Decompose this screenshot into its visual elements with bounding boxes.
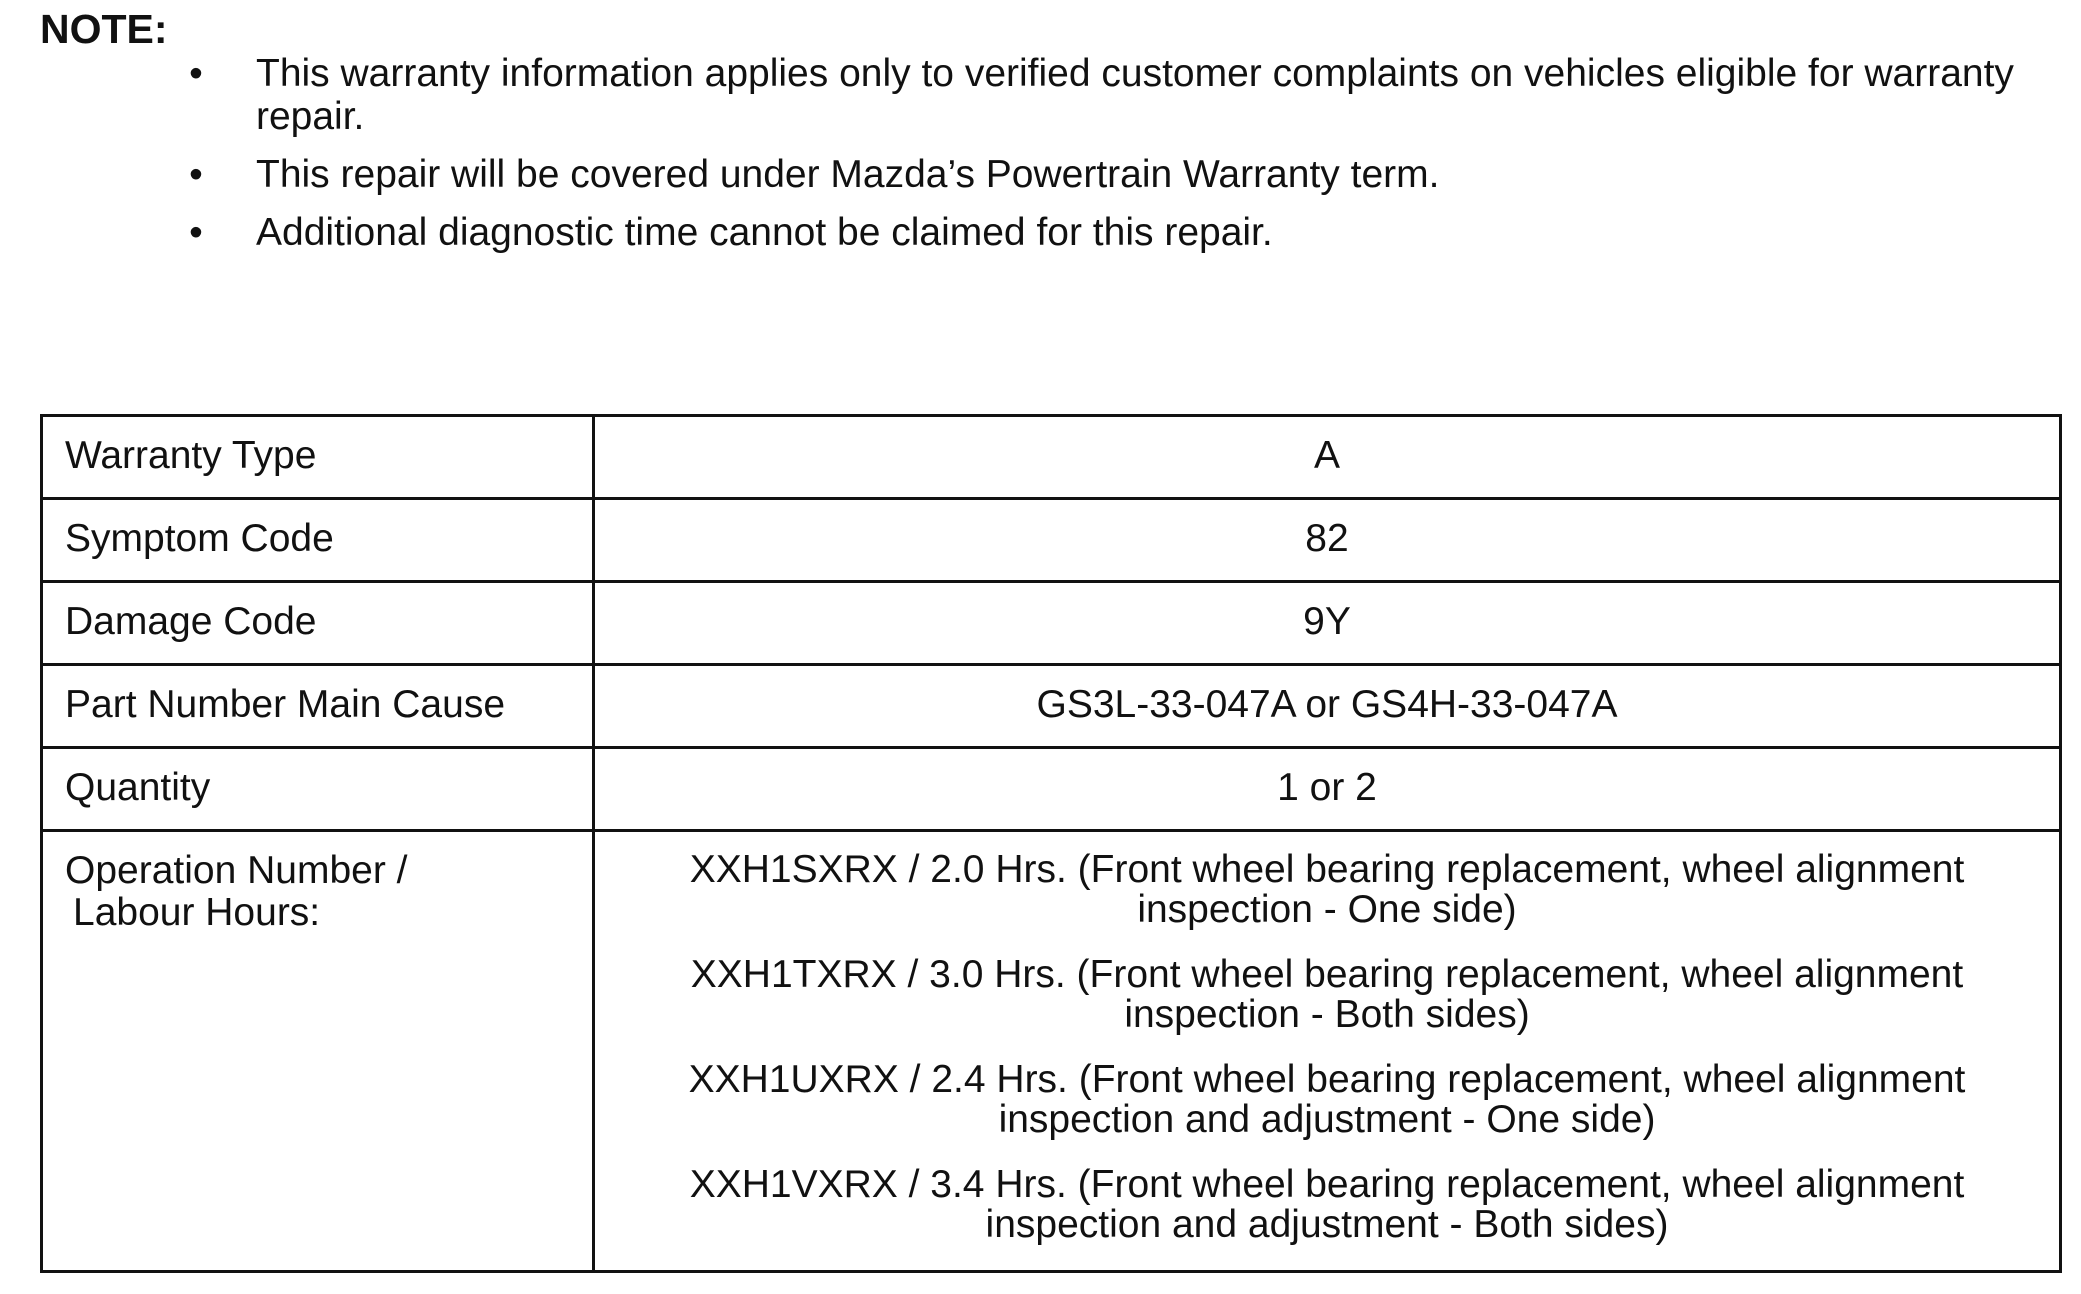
labour-hours-label-line: Labour Hours: [73,891,321,934]
note-bullet-text: This warranty information applies only to verified customer complaints on vehicles eligible for warranty repair. [256,52,2014,138]
damage-code-label: Damage Code [42,582,594,665]
note-bullet-text: This repair will be covered under Mazda’s Powertrain Warranty term. [256,153,1440,196]
operation-number-values [594,831,2061,1272]
warranty-table [40,414,2062,1273]
note-heading: NOTE: [40,6,168,52]
table-row [42,748,2061,831]
symptom-code-label: Symptom Code [42,499,594,582]
damage-code-value: 9Y [594,582,2061,665]
quantity-value: 1 or 2 [594,748,2061,831]
table-row [42,416,2061,499]
operation-label-line: Operation Number / [65,849,408,892]
operation-item: XXH1VXRX / 3.4 Hrs. (Front wheel bearing replacement, wheel alignment inspection and adjustment - Both sides) [689,1163,1965,1246]
note-bullet-list [186,52,2066,269]
bullet-icon: • [189,211,203,254]
operation-number-label [42,831,594,1272]
part-number-value: GS3L-33-047A or GS4H-33-047A [594,665,2061,748]
warranty-type-value: A [594,416,2061,499]
note-bullet-item [186,52,2066,138]
operation-item: XXH1TXRX / 3.0 Hrs. (Front wheel bearing replacement, wheel alignment inspection - Both sides) [690,953,1964,1036]
part-number-label: Part Number Main Cause [42,665,594,748]
note-bullet-item [186,211,2066,254]
bullet-icon: • [189,52,203,95]
note-bullet-item [186,153,2066,196]
note-bullet-text: Additional diagnostic time cannot be claimed for this repair. [256,211,1273,254]
table-row [42,582,2061,665]
operation-item: XXH1SXRX / 2.0 Hrs. (Front wheel bearing replacement, wheel alignment inspection - One side) [689,848,1965,931]
warranty-type-label: Warranty Type [42,416,594,499]
table-row [42,831,2061,1272]
operation-item: XXH1UXRX / 2.4 Hrs. (Front wheel bearing replacement, wheel alignment inspection and adjustment - One side) [688,1058,1966,1141]
quantity-label: Quantity [42,748,594,831]
symptom-code-value: 82 [594,499,2061,582]
table-row [42,499,2061,582]
table-row [42,665,2061,748]
bullet-icon: • [189,153,203,196]
